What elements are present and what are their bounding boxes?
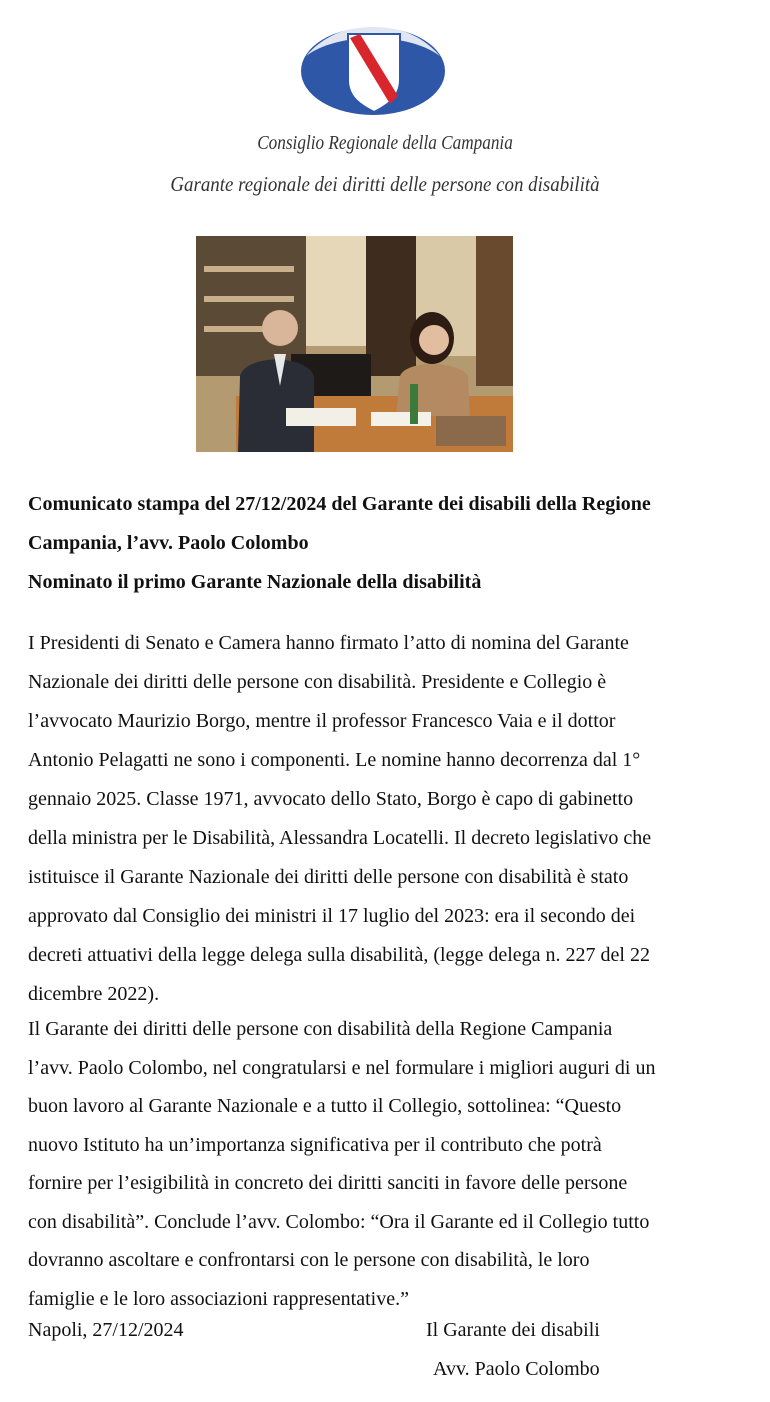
- signature-role: Il Garante dei disabili: [426, 1319, 600, 1341]
- paragraph-line: istituisce il Garante Nazionale dei diritti delle persone con disabilità è stato: [28, 866, 629, 888]
- place-and-date: Napoli, 27/12/2024: [28, 1319, 184, 1341]
- paragraph-line: della ministra per le Disabilità, Alessandra Locatelli. Il decreto legislativo che: [28, 827, 652, 849]
- press-release-subtitle: Nominato il primo Garante Nazionale della disabilità: [28, 571, 482, 593]
- signature-name: Avv. Paolo Colombo: [433, 1358, 600, 1380]
- title-line: Campania, l’avv. Paolo Colombo: [28, 532, 309, 554]
- paragraph-line: Nazionale dei diritti delle persone con disabilità. Presidente e Collegio è: [28, 671, 607, 693]
- paragraph-line: approvato dal Consiglio dei ministri il 17 luglio del 2023: era il secondo dei: [28, 905, 636, 927]
- paragraph-line: nuovo Istituto ha un’importanza significativa per il contributo che potrà: [28, 1133, 602, 1156]
- paragraph-line: l’avv. Paolo Colombo, nel congratularsi e nel formulare i migliori auguri di un: [28, 1056, 656, 1079]
- paragraph-line: fornire per l’esigibilità in concreto dei diritti sanciti in favore delle persone: [28, 1172, 628, 1194]
- paragraph-line: dovranno ascoltare e confrontarsi con le persone con disabilità, le loro: [28, 1249, 590, 1271]
- organization-name: Consiglio Regionale della Campania: [257, 132, 513, 154]
- paragraph-line: I Presidenti di Senato e Camera hanno firmato l’atto di nomina del Garante: [28, 632, 629, 654]
- press-release-title: [28, 485, 748, 563]
- paragraph-line: con disabilità”. Conclude l’avv. Colombo: “Ora il Garante ed il Collegio tutto: [28, 1210, 650, 1233]
- paragraph-line: dicembre 2022).: [28, 983, 160, 1005]
- meeting-photo: [196, 236, 513, 452]
- paragraph-line: famiglie e le loro associazioni rappresentative.”: [28, 1287, 409, 1310]
- body-paragraph-1: [28, 624, 740, 1014]
- body-paragraph-2: [28, 1010, 740, 1318]
- paragraph-line: gennaio 2025. Classe 1971, avvocato dello Stato, Borgo è capo di gabinetto: [28, 788, 634, 810]
- office-name: Garante regionale dei diritti delle persone con disabilità: [170, 172, 600, 196]
- paragraph-line: Antonio Pelagatti ne sono i componenti. Le nomine hanno decorrenza dal 1°: [28, 749, 641, 771]
- paragraph-line: l’avvocato Maurizio Borgo, mentre il professor Francesco Vaia e il dottor: [28, 710, 616, 732]
- paragraph-line: decreti attuativi della legge delega sulla disabilità, (legge delega n. 227 del 22: [28, 944, 650, 966]
- title-line: Comunicato stampa del 27/12/2024 del Garante dei disabili della Regione: [28, 493, 651, 515]
- paragraph-line: Il Garante dei diritti delle persone con disabilità della Regione Campania: [28, 1018, 613, 1040]
- paragraph-line: buon lavoro al Garante Nazionale e a tutto il Collegio, sottolinea: “Questo: [28, 1095, 622, 1117]
- campania-region-logo: [300, 18, 446, 124]
